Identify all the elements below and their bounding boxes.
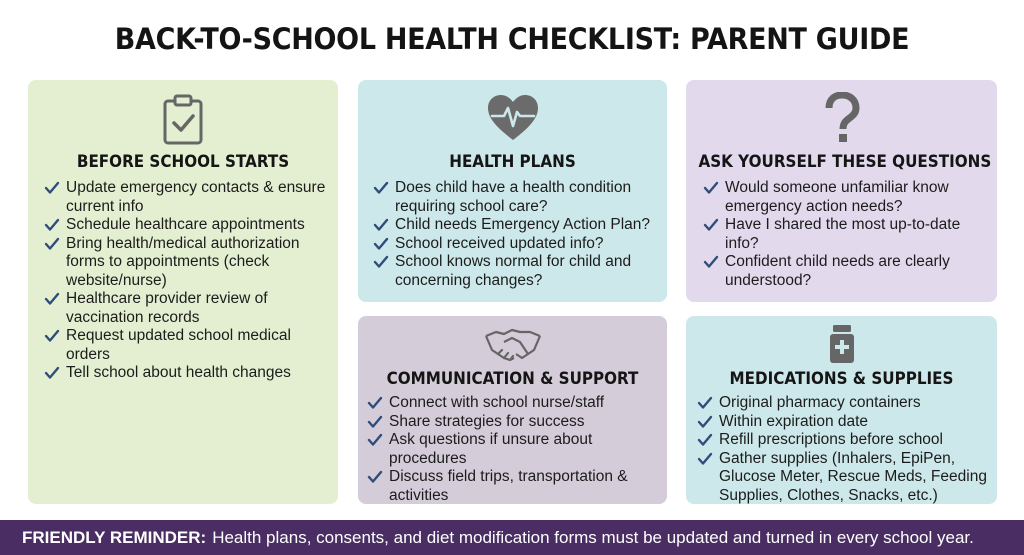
before-school-list: [44, 179, 334, 383]
communication-list: [367, 394, 665, 505]
list-item: [44, 179, 334, 216]
list-item-text: Share strategies for success: [389, 412, 585, 430]
list-item-text: Healthcare provider review of vaccination records: [66, 290, 268, 326]
card-title: MEDICATIONS & SUPPLIES: [729, 369, 954, 388]
list-item-text: Child needs Emergency Action Plan?: [395, 216, 651, 233]
checkmark-icon: [373, 236, 389, 252]
list-item-text: Within expiration date: [719, 412, 869, 430]
health-plans-list: [373, 179, 663, 290]
question-mark-icon: [686, 92, 997, 146]
list-item-text: Refill prescriptions before school: [719, 431, 943, 448]
list-item: [697, 394, 995, 413]
list-item-text: Original pharmacy containers: [719, 394, 921, 411]
list-item: [697, 431, 995, 450]
list-item-text: Does child have a health condition requiring school care?: [395, 179, 632, 215]
medicine-bottle-icon: [686, 324, 997, 364]
reminder-label: FRIENDLY REMINDER:: [22, 527, 207, 547]
list-item: [44, 364, 334, 383]
list-item-text: School knows normal for child and concerning changes?: [395, 253, 632, 289]
list-item: [697, 450, 995, 506]
checkmark-icon: [697, 414, 713, 430]
checkmark-icon: [367, 414, 383, 430]
list-item-text: Schedule healthcare appointments: [66, 216, 305, 233]
list-item: [44, 327, 334, 364]
list-item: [703, 253, 993, 290]
checkmark-icon: [44, 217, 60, 233]
list-item-text: Gather supplies (Inhalers, EpiPen, Glucose Meter, Rescue Meds, Feeding Supplies, Clothes, Snacks, etc.): [719, 449, 987, 504]
list-item-text: Connect with school nurse/staff: [389, 394, 605, 411]
list-item: [697, 413, 995, 432]
list-item: [703, 216, 993, 253]
handshake-icon: [358, 324, 667, 364]
list-item-text: Request updated school medical orders: [66, 327, 291, 363]
list-item-text: Tell school about health changes: [66, 364, 291, 381]
checkmark-icon: [697, 432, 713, 448]
checkmark-icon: [367, 395, 383, 411]
checkmark-icon: [697, 395, 713, 411]
checkmark-icon: [703, 180, 719, 196]
list-item: [373, 235, 663, 254]
checkmark-icon: [44, 328, 60, 344]
checkmark-icon: [44, 180, 60, 196]
checkmark-icon: [44, 291, 60, 307]
list-item: [367, 394, 665, 413]
list-item: [367, 468, 665, 505]
checkmark-icon: [373, 254, 389, 270]
list-item: [44, 216, 334, 235]
questions-list: [703, 179, 993, 290]
list-item-text: Have I shared the most up-to-date info?: [725, 216, 961, 252]
medications-list: [697, 394, 995, 505]
checkmark-icon: [44, 236, 60, 252]
list-item: [373, 179, 663, 216]
list-item: [44, 290, 334, 327]
checkmark-icon: [373, 217, 389, 233]
list-item: [373, 216, 663, 235]
card-title: ASK YOURSELF THESE QUESTIONS: [698, 152, 992, 171]
list-item: [44, 235, 334, 291]
checkmark-icon: [373, 180, 389, 196]
list-item: [367, 413, 665, 432]
list-item: [367, 431, 665, 468]
list-item: [703, 179, 993, 216]
checkmark-icon: [367, 432, 383, 448]
checkmark-icon: [367, 469, 383, 485]
checkmark-icon: [703, 254, 719, 270]
friendly-reminder-banner: [0, 520, 1024, 555]
checkmark-icon: [44, 365, 60, 381]
checkmark-icon: [703, 217, 719, 233]
page-title: BACK-TO-SCHOOL HEALTH CHECKLIST: PARENT GUIDE: [114, 22, 910, 56]
card-title: HEALTH PLANS: [449, 152, 576, 171]
reminder-text: Health plans, consents, and diet modification forms must be updated and turned in every school year.: [212, 527, 974, 547]
list-item-text: Ask questions if unsure about procedures: [389, 431, 593, 467]
checkmark-icon: [697, 451, 713, 467]
card-title: BEFORE SCHOOL STARTS: [76, 152, 290, 171]
list-item-text: School received updated info?: [395, 234, 604, 252]
list-item-text: Bring health/medical authorization forms to appointments (check website/nurse): [66, 234, 300, 289]
list-item-text: Discuss field trips, transportation & activities: [389, 468, 628, 504]
list-item-text: Update emergency contacts & ensure current info: [66, 179, 326, 215]
list-item: [373, 253, 663, 290]
card-title: COMMUNICATION & SUPPORT: [386, 369, 639, 388]
heart-pulse-icon: [358, 94, 667, 142]
list-item-text: Confident child needs are clearly understood?: [725, 253, 950, 289]
clipboard-check-icon: [28, 94, 338, 146]
list-item-text: Would someone unfamiliar know emergency action needs?: [725, 179, 949, 215]
